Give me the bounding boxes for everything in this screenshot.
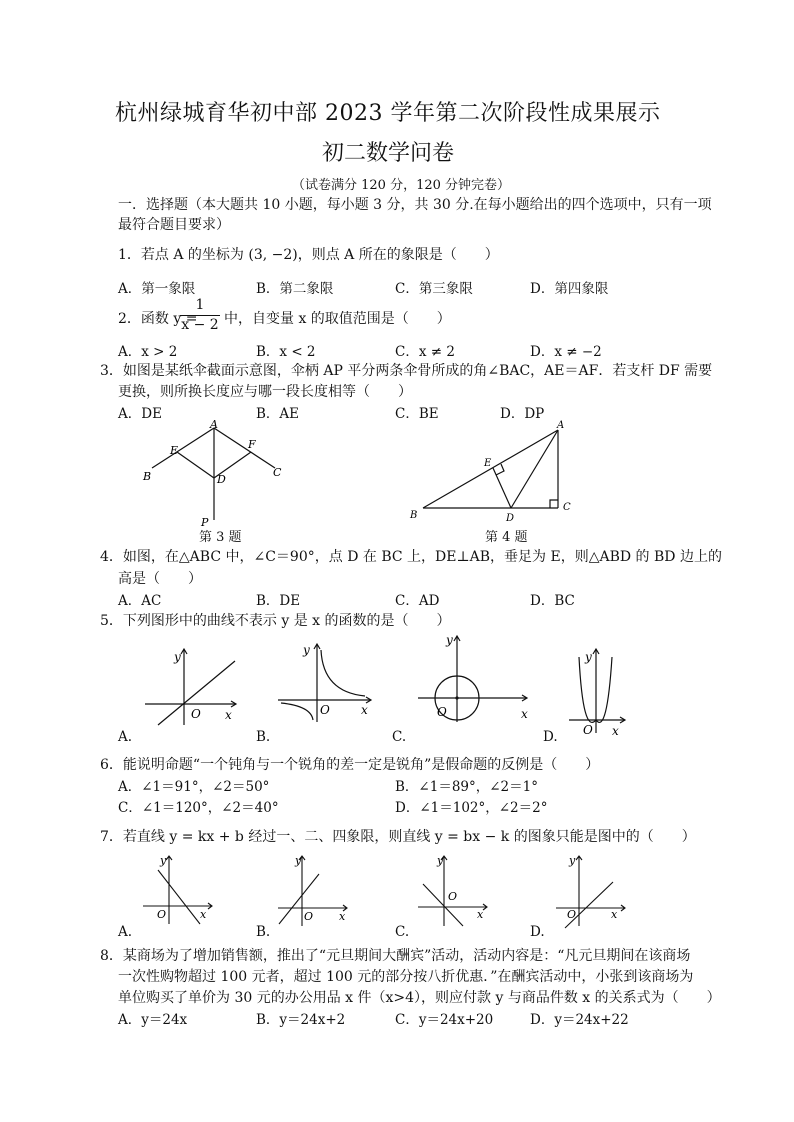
q2-option-d: D．x ≠ −2 — [530, 344, 602, 360]
label-b: B — [410, 510, 418, 521]
q5-text: 5．下列图形中的曲线不表示 y 是 x 的函数的是（ ） — [100, 613, 451, 629]
q7-option-d: D. — [530, 924, 545, 940]
segment-ad — [511, 430, 558, 508]
axis-y-label: y — [569, 854, 576, 867]
q1-option-b: B．第二象限 — [256, 281, 334, 297]
q2-option-c: C．x ≠ 2 — [395, 344, 455, 360]
q6-option-a: A．∠1＝91°，∠2＝50° — [118, 779, 270, 795]
label-d: D — [506, 513, 515, 524]
q3-option-d: D．DP — [500, 406, 545, 422]
q5-graph-d — [565, 645, 630, 738]
label-b: B — [143, 470, 152, 483]
page-subtitle: 初二数学问卷 — [322, 141, 455, 166]
q8-line3: 单位购买了单价为 30 元的办公用品 x 件（x>4），则应付款 y 与商品件数 x 的关系式为（ ） — [118, 990, 721, 1006]
q8-option-a: A．y＝24x — [118, 1012, 188, 1028]
origin-label: O — [567, 908, 577, 921]
origin-label: O — [157, 908, 167, 921]
q6-text: 6．能说明命题“一个钝角与一个锐角的差一定是锐角”是假命题的反例是（ ） — [100, 757, 600, 773]
q1-option-d: D．第四象限 — [530, 281, 609, 297]
axis-x-label: x — [477, 908, 484, 921]
label-c: C — [273, 466, 282, 479]
q1-option-a: A．第一象限 — [118, 281, 196, 297]
q5-graph-c — [415, 630, 535, 725]
q4-option-c: C．AD — [395, 593, 440, 609]
q2-suffix: 中，自变量 x 的取值范围是（ ） — [224, 311, 451, 327]
q6-option-d: D．∠1＝102°，∠2＝2° — [395, 800, 548, 816]
side-ab — [423, 430, 558, 508]
axis-x-label: x — [225, 708, 232, 722]
label-d: D — [217, 473, 226, 486]
axis-y-label: y — [446, 633, 453, 647]
q5-graph-a — [140, 645, 245, 730]
q4-option-d: D．BC — [530, 593, 575, 609]
page-title: 杭州绿城育华初中部 2023 学年第二次阶段性成果展示 — [115, 101, 661, 126]
q6-option-b: B．∠1＝89°，∠2＝1° — [395, 779, 538, 795]
axis-x-label: x — [521, 707, 528, 721]
q5-option-b: B. — [256, 729, 271, 745]
axis-x-label: x — [611, 908, 618, 921]
q2-prefix: 2．函数 y = — [118, 311, 198, 327]
axis-x-label: x — [339, 910, 346, 923]
label-e: E — [170, 444, 179, 457]
axis-x-label: x — [361, 703, 368, 717]
q2-option-a: A．x > 2 — [118, 344, 178, 360]
label-c: C — [563, 502, 571, 513]
label-a: A — [557, 420, 565, 431]
q7-option-c: C. — [395, 924, 410, 940]
section-heading-line1: 一．选择题（本大题共 10 小题，每小题 3 分，共 30 分.在每小题给出的四个选项中，只有一项 — [118, 197, 712, 213]
q4-option-b: B．DE — [256, 593, 301, 609]
q1-option-c: C．第三象限 — [395, 281, 473, 297]
q2-option-b: B．x < 2 — [256, 344, 316, 360]
exam-note: （试卷满分 120 分，120 分钟完卷） — [292, 178, 511, 193]
q7-graph-d — [553, 852, 633, 930]
q6-option-c: C．∠1＝120°，∠2＝40° — [118, 800, 279, 816]
label-a: A — [210, 418, 218, 431]
label-f: F — [248, 438, 256, 451]
axis-y-label: y — [174, 650, 181, 664]
segment-de — [493, 468, 511, 508]
q3-line1: 3．如图是某纸伞截面示意图，伞柄 AP 平分两条伞骨所成的角∠BAC，AE＝AF．若支杆 DF 需要 — [100, 363, 713, 379]
origin-label: O — [448, 890, 458, 903]
q1-text: 1．若点 A 的坐标为 (3, −2)，则点 A 所在的象限是（ ） — [118, 247, 499, 263]
origin-label: O — [191, 707, 201, 721]
origin-label: O — [304, 910, 314, 923]
q2-fraction-bar — [180, 315, 220, 316]
q4-option-a: A．AC — [118, 593, 162, 609]
origin-label: O — [437, 705, 447, 719]
q4-triangle-figure — [405, 420, 585, 524]
q3-option-b: B．AE — [256, 406, 300, 422]
q2-denominator: x − 2 — [181, 317, 219, 333]
rib-ab — [152, 428, 214, 468]
q8-line2: 一次性购物超过 100 元者，超过 100 元的部分按八折优惠．”在酬宾活动中，小张到该商场为 — [118, 969, 694, 985]
axis-y-label: y — [160, 854, 167, 867]
q3-caption: 第 3 题 — [199, 530, 242, 545]
q3-option-a: A．DE — [118, 406, 162, 422]
q8-option-b: B．y＝24x+2 — [256, 1012, 346, 1028]
q5-option-a: A. — [118, 729, 133, 745]
section-heading-line2: 最符合题目要求） — [118, 217, 230, 233]
q5-graph-b — [275, 640, 380, 725]
q7-option-a: A. — [118, 924, 133, 940]
q7-text: 7．若直线 y = kx + b 经过一、二、四象限，则直线 y = bx − k 的图象只能是图中的（ ） — [100, 829, 696, 845]
q7-graph-a — [140, 852, 220, 930]
q5-option-c: C. — [392, 729, 407, 745]
q4-line2: 高是（ ） — [118, 571, 202, 587]
axis-x-label: x — [200, 908, 207, 921]
q3-line2: 更换，则所换长度应与哪一段长度相等（ ） — [118, 384, 412, 400]
axis-y-label: y — [437, 854, 444, 867]
q4-caption: 第 4 题 — [485, 530, 528, 545]
q4-line1: 4．如图，在△ABC 中，∠C＝90°，点 D 在 BC 上，DE⊥AB，垂足为 E，则△ABD 的 BD 边上的 — [100, 549, 722, 565]
axis-y-label: y — [585, 650, 592, 664]
q7-option-b: B. — [256, 924, 271, 940]
strut-ed — [177, 452, 214, 478]
label-e: E — [484, 458, 492, 469]
q8-line1: 8．某商场为了增加销售额，推出了“元旦期间大酬宾”活动，活动内容是：“凡元旦期间在该商场 — [100, 948, 691, 964]
origin-label: O — [320, 703, 330, 717]
axis-y-label: y — [295, 854, 302, 867]
q8-option-c: C．y＝24x+20 — [395, 1012, 494, 1028]
q2-numerator: 1 — [195, 297, 205, 313]
q8-option-d: D．y＝24x+22 — [530, 1012, 629, 1028]
rib-ac — [214, 428, 275, 468]
q3-option-c: C．BE — [395, 406, 439, 422]
axis-y-label: y — [303, 643, 310, 657]
q7-graph-c — [415, 852, 495, 930]
q5-option-d: D. — [543, 729, 558, 745]
origin-label: O — [583, 723, 593, 737]
axis-x-label: x — [612, 724, 619, 738]
q3-umbrella-figure — [140, 420, 290, 530]
q7-graph-b — [275, 852, 355, 930]
right-angle-c — [550, 500, 558, 508]
label-p: P — [201, 516, 209, 529]
